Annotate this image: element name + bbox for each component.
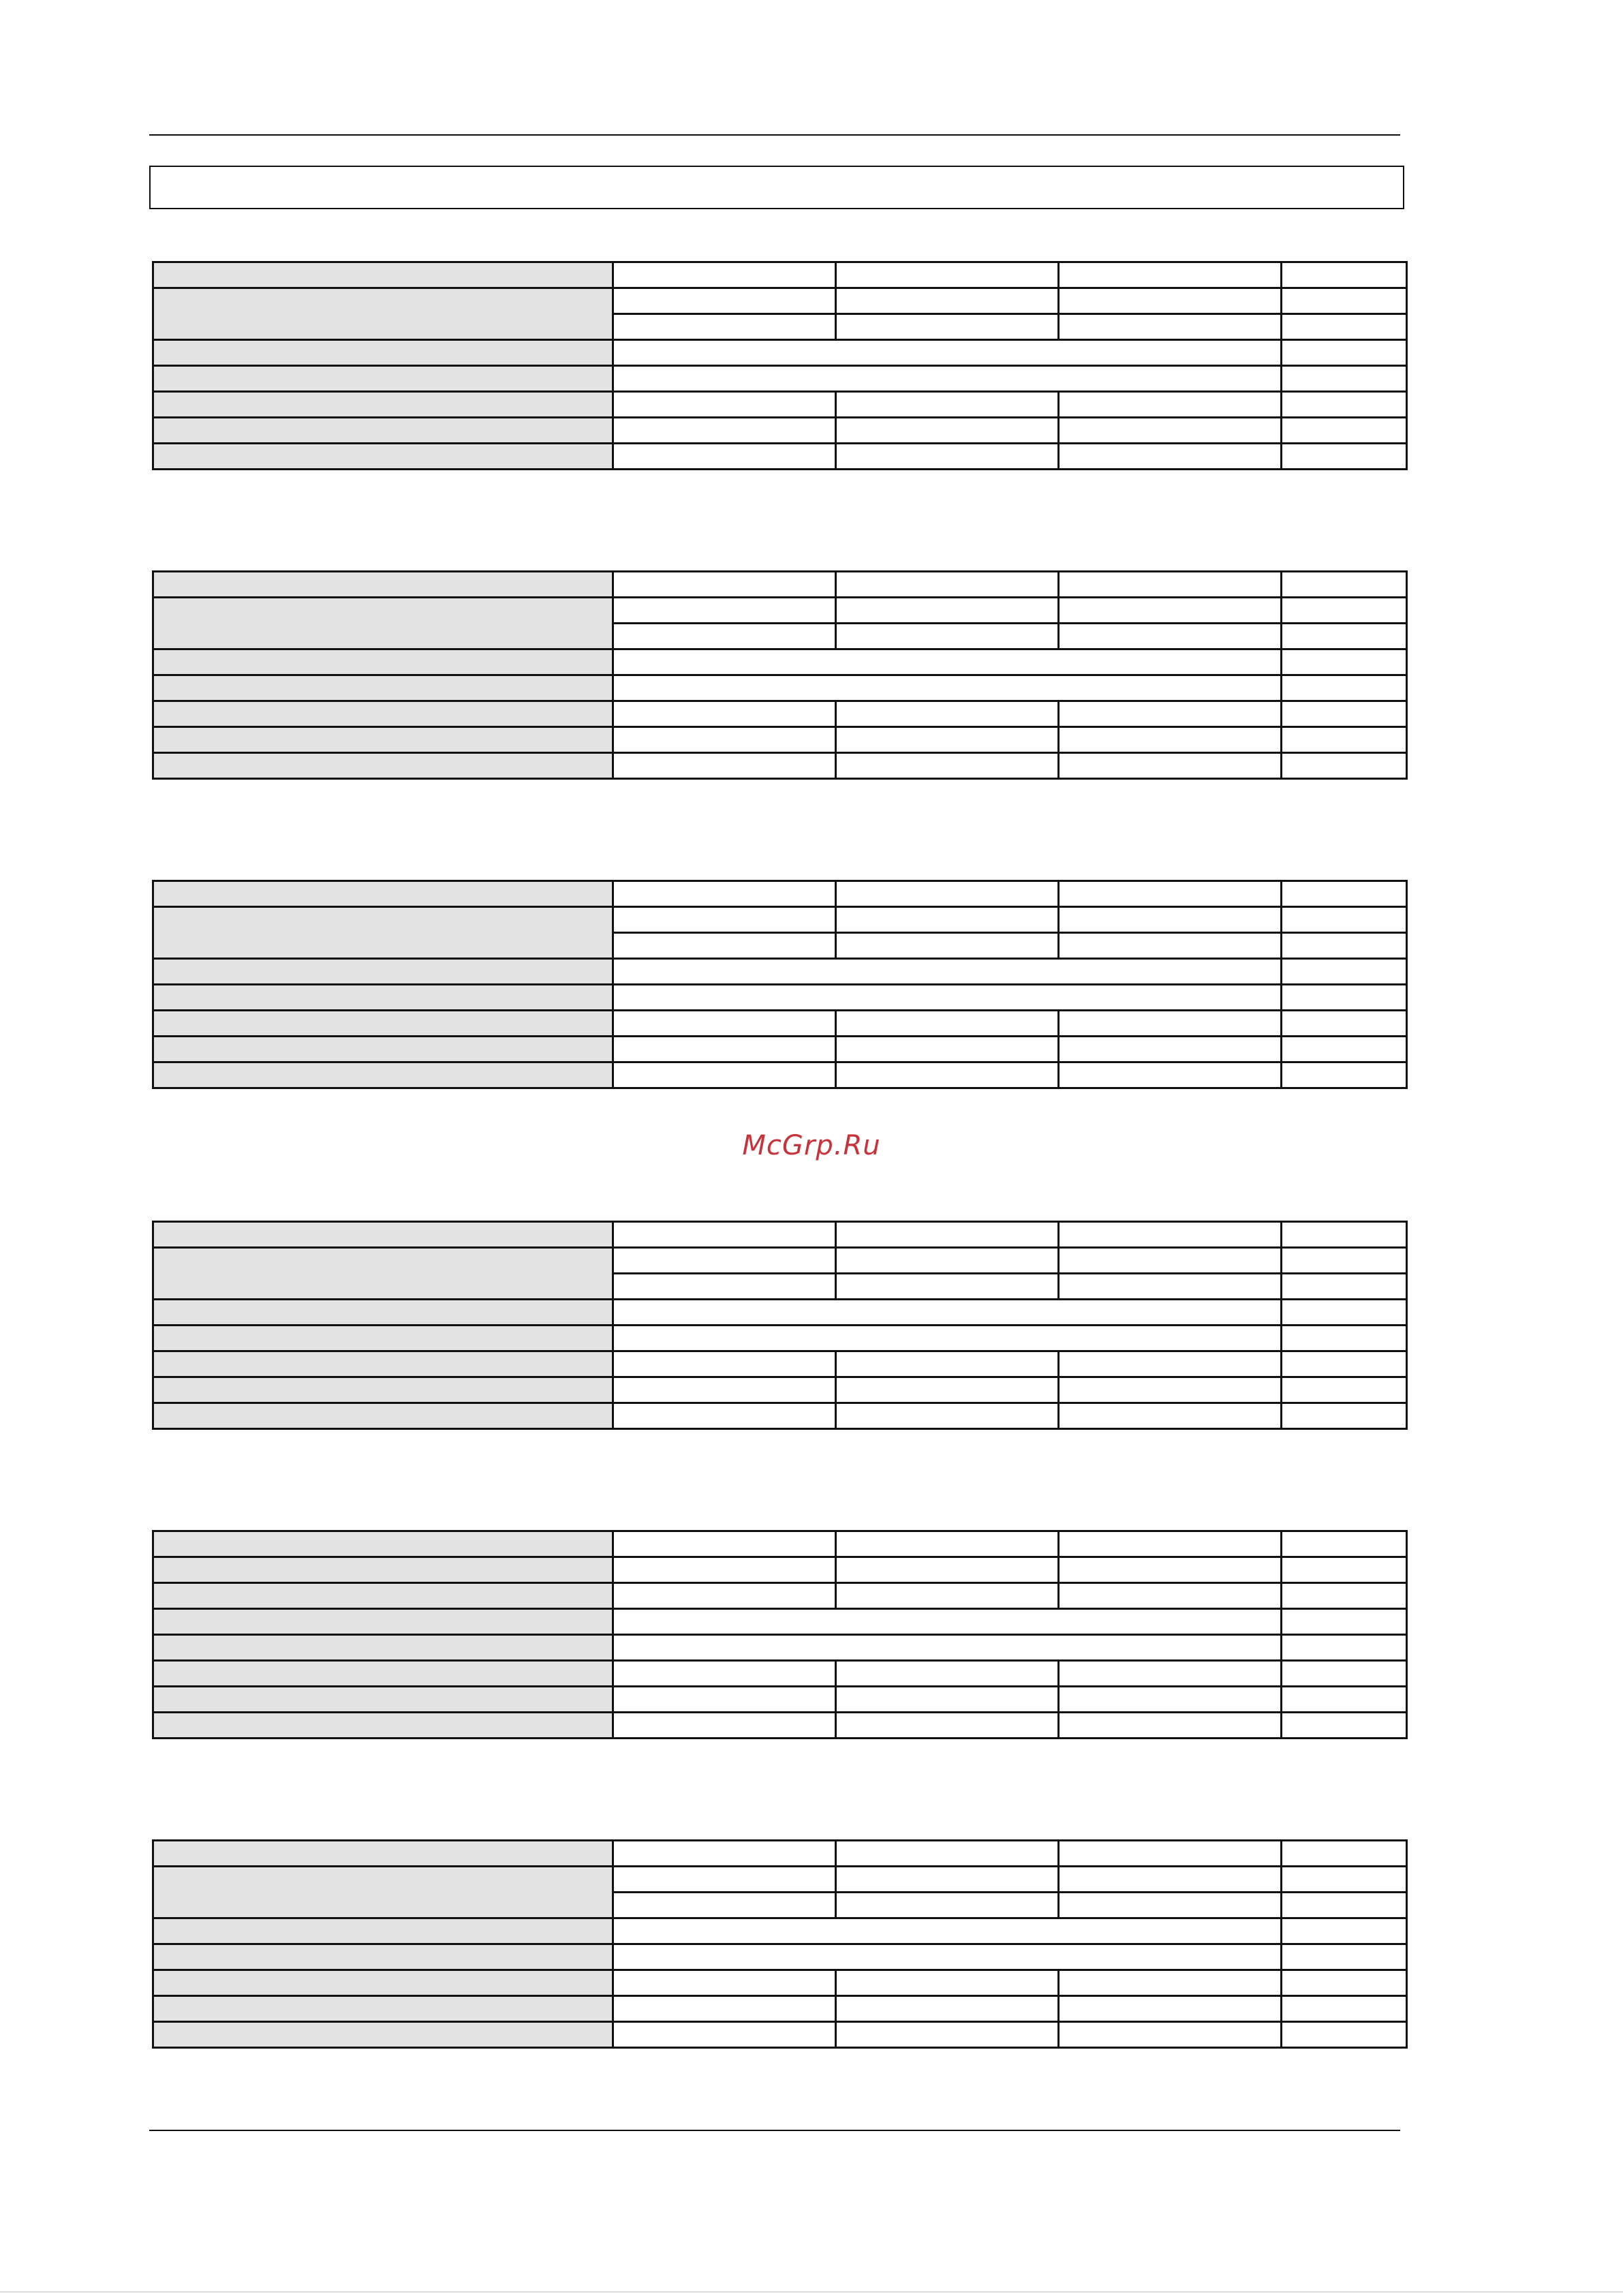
unit-cell: [1282, 727, 1407, 753]
spec-table-3: [152, 880, 1408, 1089]
row-label: [153, 1403, 613, 1429]
merged-cell: [613, 1609, 1282, 1635]
cell: [613, 1687, 836, 1713]
cell: [1059, 753, 1282, 779]
merged-cell: [613, 1635, 1282, 1661]
row-label: [153, 1713, 613, 1739]
unit-cell: [1282, 959, 1407, 985]
unit-cell: [1282, 262, 1407, 288]
unit-cell: [1282, 340, 1407, 366]
unit-cell: [1282, 572, 1407, 598]
row-label: [153, 1222, 613, 1248]
cell: [613, 1996, 836, 2022]
unit-cell: [1282, 1687, 1407, 1713]
unit-cell: [1282, 1635, 1407, 1661]
row-label: [153, 1531, 613, 1557]
cell: [1059, 907, 1282, 933]
row-label: [153, 1841, 613, 1867]
cell: [836, 1274, 1059, 1300]
cell: [613, 624, 836, 649]
unit-cell: [1282, 1377, 1407, 1403]
cell: [1059, 262, 1282, 288]
unit-cell: [1282, 624, 1407, 649]
unit-cell: [1282, 1248, 1407, 1274]
spec-table-4: [152, 1221, 1408, 1430]
unit-cell: [1282, 1274, 1407, 1300]
cell: [1059, 1037, 1282, 1062]
unit-cell: [1282, 1713, 1407, 1739]
row-label: [153, 262, 613, 288]
cell: [613, 1403, 836, 1429]
page-title-box: [149, 166, 1404, 209]
cell: [613, 1037, 836, 1062]
row-label: [153, 1635, 613, 1661]
cell: [1059, 2022, 1282, 2048]
cell: [836, 392, 1059, 418]
unit-cell: [1282, 1583, 1407, 1609]
cell: [613, 1557, 836, 1583]
unit-cell: [1282, 1222, 1407, 1248]
cell: [836, 1222, 1059, 1248]
unit-cell: [1282, 444, 1407, 470]
row-label: [153, 598, 613, 649]
merged-cell: [613, 649, 1282, 675]
scan-edge-mark: [0, 2291, 1623, 2293]
unit-cell: [1282, 1062, 1407, 1088]
row-label: [153, 1326, 613, 1351]
unit-cell: [1282, 1037, 1407, 1062]
cell: [1059, 1970, 1282, 1996]
footer-rule: [149, 2130, 1400, 2131]
cell: [613, 418, 836, 444]
cell: [1059, 1377, 1282, 1403]
cell: [836, 418, 1059, 444]
row-label: [153, 1867, 613, 1918]
cell: [836, 1377, 1059, 1403]
row-label: [153, 1377, 613, 1403]
row-label: [153, 1996, 613, 2022]
row-label: [153, 418, 613, 444]
cell: [836, 727, 1059, 753]
cell: [1059, 598, 1282, 624]
cell: [836, 262, 1059, 288]
cell: [1059, 1841, 1282, 1867]
cell: [613, 1011, 836, 1037]
row-label: [153, 366, 613, 392]
row-label: [153, 1557, 613, 1583]
cell: [836, 1661, 1059, 1687]
merged-cell: [613, 1918, 1282, 1944]
cell: [1059, 1661, 1282, 1687]
merged-cell: [613, 959, 1282, 985]
spec-table-1: [152, 261, 1408, 470]
cell: [613, 933, 836, 959]
cell: [613, 1841, 836, 1867]
unit-cell: [1282, 1326, 1407, 1351]
row-label: [153, 288, 613, 340]
unit-cell: [1282, 701, 1407, 727]
merged-cell: [613, 1300, 1282, 1326]
cell: [836, 933, 1059, 959]
row-label: [153, 1609, 613, 1635]
cell: [836, 2022, 1059, 2048]
cell: [613, 598, 836, 624]
unit-cell: [1282, 1996, 1407, 2022]
row-label: [153, 959, 613, 985]
row-label: [153, 985, 613, 1011]
merged-cell: [613, 1944, 1282, 1970]
cell: [613, 727, 836, 753]
spec-table-2: [152, 570, 1408, 780]
row-label: [153, 1661, 613, 1687]
cell: [613, 572, 836, 598]
cell: [1059, 881, 1282, 907]
cell: [1059, 1274, 1282, 1300]
row-label: [153, 1918, 613, 1944]
row-label: [153, 1970, 613, 1996]
cell: [836, 1248, 1059, 1274]
merged-cell: [613, 675, 1282, 701]
cell: [613, 314, 836, 340]
cell: [836, 572, 1059, 598]
unit-cell: [1282, 1661, 1407, 1687]
cell: [836, 1970, 1059, 1996]
cell: [1059, 1687, 1282, 1713]
spec-table-6: [152, 1839, 1408, 2049]
cell: [836, 1867, 1059, 1893]
row-label: [153, 1037, 613, 1062]
unit-cell: [1282, 649, 1407, 675]
row-label: [153, 444, 613, 470]
cell: [1059, 624, 1282, 649]
cell: [613, 1351, 836, 1377]
cell: [836, 1996, 1059, 2022]
cell: [613, 2022, 836, 2048]
cell: [1059, 933, 1282, 959]
cell: [613, 701, 836, 727]
cell: [1059, 288, 1282, 314]
cell: [613, 392, 836, 418]
row-label: [153, 649, 613, 675]
cell: [613, 1661, 836, 1687]
merged-cell: [613, 340, 1282, 366]
cell: [613, 1893, 836, 1918]
cell: [1059, 1557, 1282, 1583]
unit-cell: [1282, 675, 1407, 701]
cell: [1059, 1222, 1282, 1248]
cell: [613, 262, 836, 288]
cell: [836, 598, 1059, 624]
cell: [613, 1062, 836, 1088]
cell: [613, 1248, 836, 1274]
row-label: [153, 701, 613, 727]
cell: [1059, 1867, 1282, 1893]
cell: [836, 907, 1059, 933]
unit-cell: [1282, 392, 1407, 418]
cell: [613, 907, 836, 933]
watermark-text: McGrp.Ru: [742, 1130, 881, 1161]
cell: [1059, 392, 1282, 418]
cell: [1059, 1062, 1282, 1088]
row-label: [153, 907, 613, 959]
cell: [613, 1222, 836, 1248]
row-label: [153, 675, 613, 701]
cell: [1059, 1531, 1282, 1557]
cell: [836, 1037, 1059, 1062]
cell: [836, 444, 1059, 470]
cell: [1059, 727, 1282, 753]
cell: [613, 1531, 836, 1557]
merged-cell: [613, 1326, 1282, 1351]
cell: [836, 1062, 1059, 1088]
unit-cell: [1282, 933, 1407, 959]
cell: [836, 1403, 1059, 1429]
cell: [1059, 1893, 1282, 1918]
unit-cell: [1282, 1351, 1407, 1377]
cell: [1059, 444, 1282, 470]
cell: [836, 1687, 1059, 1713]
merged-cell: [613, 366, 1282, 392]
unit-cell: [1282, 1893, 1407, 1918]
unit-cell: [1282, 1609, 1407, 1635]
row-label: [153, 1300, 613, 1326]
spec-table-5: [152, 1530, 1408, 1739]
cell: [836, 881, 1059, 907]
unit-cell: [1282, 1403, 1407, 1429]
row-label: [153, 572, 613, 598]
cell: [836, 314, 1059, 340]
unit-cell: [1282, 314, 1407, 340]
unit-cell: [1282, 985, 1407, 1011]
cell: [836, 701, 1059, 727]
row-label: [153, 1248, 613, 1300]
cell: [613, 1970, 836, 1996]
unit-cell: [1282, 1918, 1407, 1944]
unit-cell: [1282, 881, 1407, 907]
row-label: [153, 1583, 613, 1609]
unit-cell: [1282, 598, 1407, 624]
unit-cell: [1282, 1944, 1407, 1970]
row-label: [153, 881, 613, 907]
row-label: [153, 1944, 613, 1970]
unit-cell: [1282, 1867, 1407, 1893]
merged-cell: [613, 985, 1282, 1011]
row-label: [153, 1687, 613, 1713]
cell: [1059, 1011, 1282, 1037]
cell: [1059, 1713, 1282, 1739]
cell: [836, 1531, 1059, 1557]
row-label: [153, 340, 613, 366]
cell: [836, 1713, 1059, 1739]
cell: [1059, 314, 1282, 340]
row-label: [153, 1062, 613, 1088]
cell: [1059, 1351, 1282, 1377]
cell: [613, 1377, 836, 1403]
row-label: [153, 2022, 613, 2048]
cell: [1059, 418, 1282, 444]
cell: [836, 1893, 1059, 1918]
row-label: [153, 1011, 613, 1037]
unit-cell: [1282, 2022, 1407, 2048]
unit-cell: [1282, 1011, 1407, 1037]
row-label: [153, 1351, 613, 1377]
cell: [1059, 701, 1282, 727]
unit-cell: [1282, 418, 1407, 444]
cell: [613, 288, 836, 314]
unit-cell: [1282, 366, 1407, 392]
header-rule: [149, 134, 1400, 136]
cell: [836, 1351, 1059, 1377]
unit-cell: [1282, 1970, 1407, 1996]
cell: [836, 1011, 1059, 1037]
row-label: [153, 753, 613, 779]
unit-cell: [1282, 1557, 1407, 1583]
cell: [613, 1867, 836, 1893]
cell: [613, 444, 836, 470]
cell: [613, 1583, 836, 1609]
cell: [1059, 1583, 1282, 1609]
row-label: [153, 727, 613, 753]
row-label: [153, 392, 613, 418]
cell: [1059, 1403, 1282, 1429]
unit-cell: [1282, 753, 1407, 779]
unit-cell: [1282, 288, 1407, 314]
cell: [1059, 1996, 1282, 2022]
cell: [613, 1274, 836, 1300]
cell: [1059, 1248, 1282, 1274]
cell: [836, 1583, 1059, 1609]
cell: [613, 1713, 836, 1739]
unit-cell: [1282, 1300, 1407, 1326]
cell: [836, 624, 1059, 649]
cell: [836, 1557, 1059, 1583]
cell: [836, 753, 1059, 779]
unit-cell: [1282, 907, 1407, 933]
unit-cell: [1282, 1531, 1407, 1557]
cell: [613, 881, 836, 907]
unit-cell: [1282, 1841, 1407, 1867]
cell: [613, 753, 836, 779]
cell: [1059, 572, 1282, 598]
cell: [836, 288, 1059, 314]
cell: [836, 1841, 1059, 1867]
